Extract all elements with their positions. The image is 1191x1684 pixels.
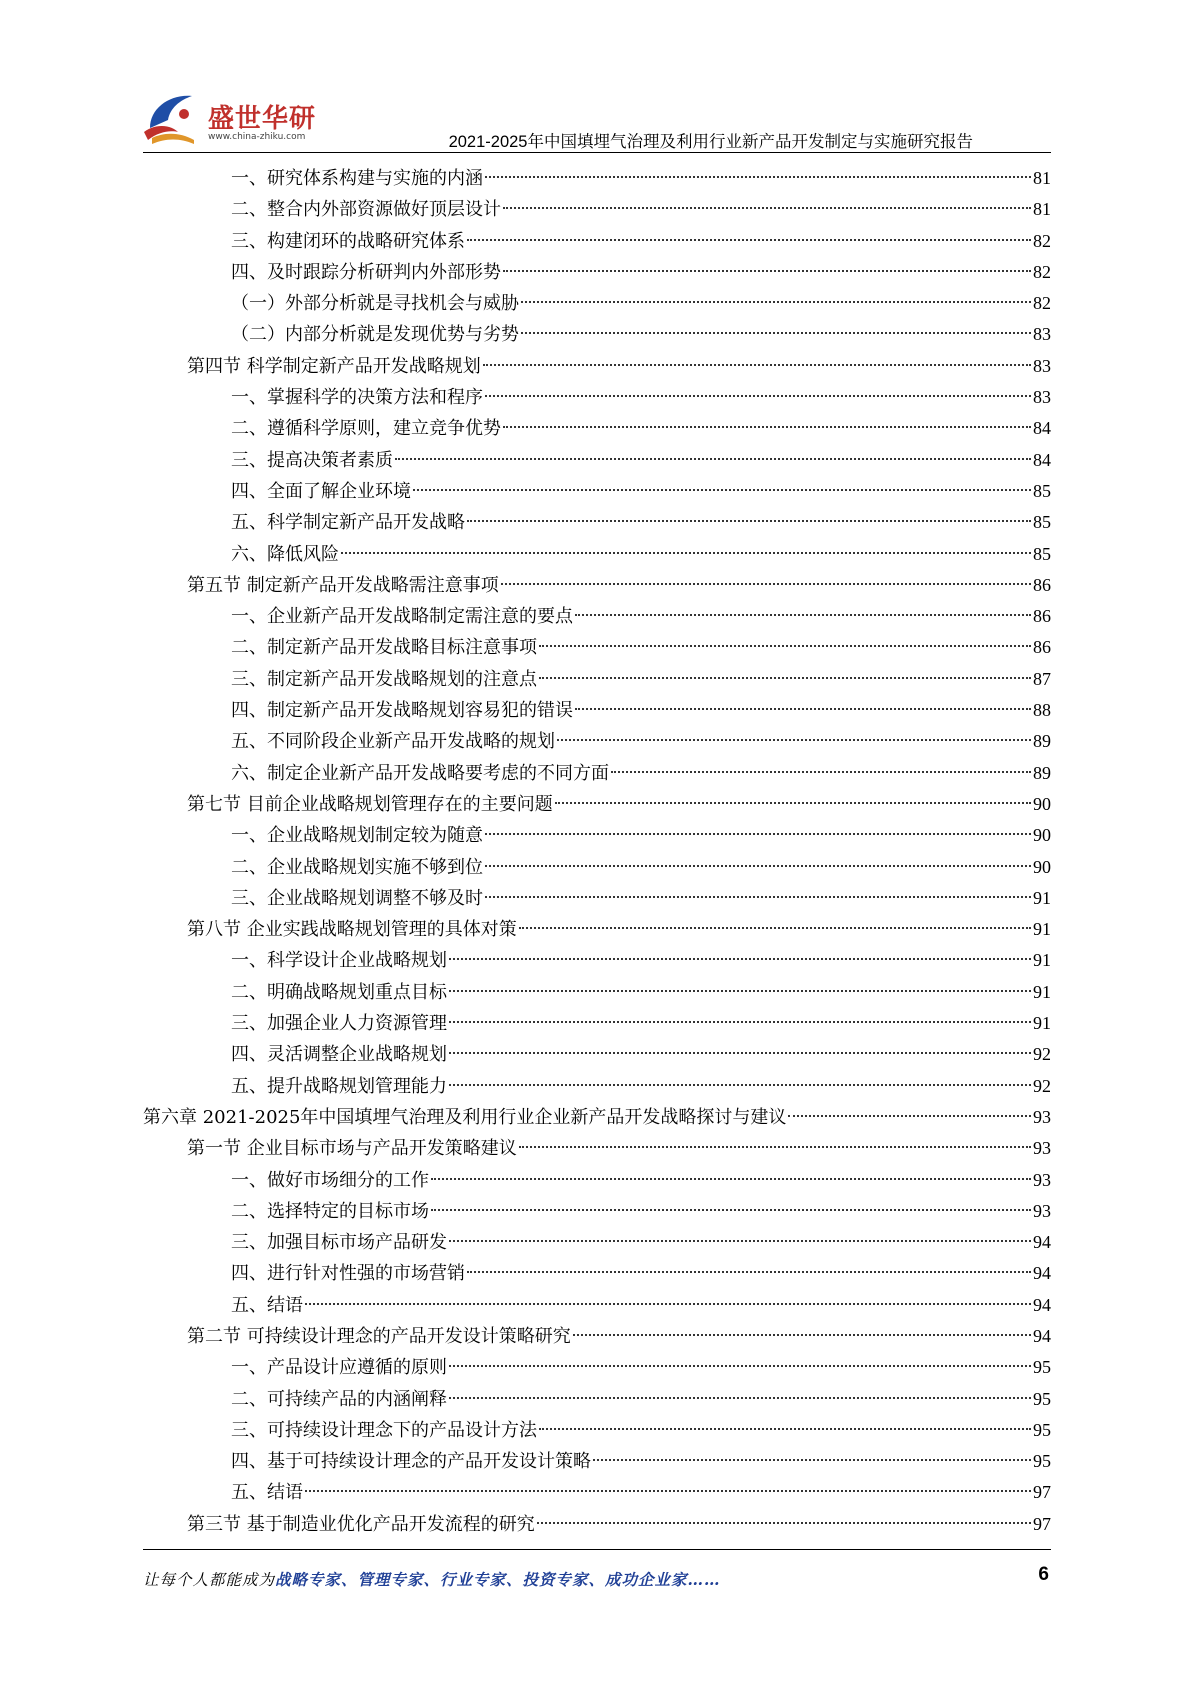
toc-entry-title: 二、遵循科学原则，建立竞争优势 — [231, 418, 501, 440]
toc-entry-title: 四、及时跟踪分析研判内外部形势 — [231, 261, 501, 283]
toc-entry-page: 97 — [1033, 1513, 1051, 1534]
toc-entry[interactable] — [143, 695, 1051, 726]
toc-entry-title: 一、科学设计企业战略规划 — [231, 950, 447, 972]
toc-entry-page: 91 — [1033, 981, 1051, 1002]
toc-entry-title: 一、产品设计应遵循的原则 — [231, 1357, 447, 1379]
toc-dot-leader — [449, 989, 1031, 992]
toc-dot-leader — [431, 1177, 1031, 1180]
toc-entry-page: 94 — [1033, 1325, 1051, 1346]
toc-dot-leader — [467, 1270, 1031, 1273]
toc-entry-title: 四、灵活调整企业战略规划 — [231, 1044, 447, 1066]
page-number: 6 — [1038, 1564, 1049, 1585]
toc-entry-page: 85 — [1033, 543, 1051, 564]
toc-dot-leader — [305, 1489, 1031, 1492]
footer-divider — [143, 1549, 1051, 1550]
toc-entry-title: 六、制定企业新产品开发战略要考虑的不同方面 — [231, 762, 609, 784]
toc-entry-page: 86 — [1033, 606, 1051, 627]
toc-entry-page: 91 — [1033, 1013, 1051, 1034]
toc-dot-leader — [503, 269, 1031, 272]
toc-dot-leader — [485, 864, 1031, 867]
toc-entry-page: 82 — [1033, 293, 1051, 314]
toc-dot-leader — [395, 457, 1031, 460]
toc-entry[interactable] — [143, 601, 1051, 632]
header-divider — [143, 152, 1051, 153]
report-title: 2021-2025年中国填埋气治理及利用行业新产品开发制定与实施研究报告 — [448, 133, 973, 151]
toc-dot-leader — [485, 175, 1031, 178]
toc-entry[interactable] — [143, 1352, 1051, 1383]
toc-entry-title: 三、提高决策者素质 — [231, 449, 393, 471]
toc-dot-leader — [485, 895, 1031, 898]
toc-dot-leader — [483, 363, 1031, 366]
toc-dot-leader — [449, 1051, 1031, 1054]
toc-dot-leader — [449, 1396, 1031, 1399]
toc-entry[interactable] — [143, 1165, 1051, 1196]
toc-dot-leader — [413, 488, 1031, 491]
toc-dot-leader — [575, 707, 1031, 710]
toc-entry-page: 94 — [1033, 1294, 1051, 1315]
toc-entry-page: 90 — [1033, 793, 1051, 814]
toc-entry-page: 94 — [1033, 1263, 1051, 1284]
toc-entry[interactable] — [143, 820, 1051, 851]
toc-dot-leader — [485, 832, 1031, 835]
toc-entry-title: 第六章 2021-2025年中国填埋气治理及利用行业企业新产品开发战略探讨与建议 — [143, 1106, 787, 1128]
toc-entry-page: 93 — [1033, 1200, 1051, 1221]
footer-slogan-emphasis: 战略专家、管理专家、行业专家、投资专家、成功企业家…… — [275, 1570, 721, 1589]
toc-entry[interactable] — [143, 351, 1051, 382]
footer-slogan — [143, 1568, 721, 1590]
toc-entry[interactable] — [143, 1446, 1051, 1477]
toc-entry-page: 97 — [1033, 1482, 1051, 1503]
toc-entry-page: 93 — [1033, 1106, 1051, 1127]
toc-dot-leader — [539, 1427, 1031, 1430]
toc-entry-page: 85 — [1033, 512, 1051, 533]
toc-entry[interactable] — [143, 1227, 1051, 1258]
toc-entry-title: 二、制定新产品开发战略目标注意事项 — [231, 637, 537, 659]
toc-entry[interactable] — [143, 1133, 1051, 1164]
toc-entry-title: 六、降低风险 — [231, 543, 339, 565]
toc-entry[interactable] — [143, 914, 1051, 945]
toc-dot-leader — [431, 1208, 1031, 1211]
toc-entry-title: 五、结语 — [231, 1482, 303, 1504]
toc-entry[interactable] — [143, 445, 1051, 476]
toc-entry-title: （二）内部分析就是发现优势与劣势 — [231, 324, 519, 346]
brand-name: 盛世华研 — [208, 104, 317, 134]
toc-dot-leader — [519, 926, 1031, 929]
toc-entry-title: 五、科学制定新产品开发战略 — [231, 512, 465, 534]
toc-entry-page: 90 — [1033, 825, 1051, 846]
toc-entry[interactable] — [143, 1196, 1051, 1227]
toc-entry-title: 第七节 目前企业战略规划管理存在的主要问题 — [187, 793, 553, 815]
toc-dot-leader — [788, 1114, 1031, 1117]
toc-entry-title: 第三节 基于制造业优化产品开发流程的研究 — [187, 1513, 535, 1535]
toc-entry-title: 三、加强企业人力资源管理 — [231, 1013, 447, 1035]
toc-entry-title: 三、加强目标市场产品研发 — [231, 1232, 447, 1254]
brand-url: www.china-zhiku.com — [208, 132, 306, 142]
toc-entry-page: 89 — [1033, 731, 1051, 752]
toc-entry[interactable] — [143, 1071, 1051, 1102]
toc-entry-page: 83 — [1033, 324, 1051, 345]
toc-entry[interactable] — [143, 1415, 1051, 1446]
toc-entry-title: 二、整合内外部资源做好顶层设计 — [231, 199, 501, 221]
toc-entry[interactable] — [143, 257, 1051, 288]
toc-entry-title: 三、构建闭环的战略研究体系 — [231, 230, 465, 252]
toc-entry-title: 一、研究体系构建与实施的内涵 — [231, 168, 483, 189]
toc-dot-leader — [305, 1302, 1031, 1305]
toc-entry-page: 86 — [1033, 637, 1051, 658]
toc-entry[interactable] — [143, 726, 1051, 757]
toc-entry[interactable] — [143, 570, 1051, 601]
toc-entry-title: （一）外部分析就是寻找机会与威胁 — [231, 293, 519, 315]
toc-entry[interactable] — [143, 945, 1051, 976]
toc-dot-leader — [341, 551, 1031, 554]
toc-dot-leader — [521, 300, 1031, 303]
toc-entry-page: 91 — [1033, 887, 1051, 908]
toc-entry-page: 82 — [1033, 230, 1051, 251]
toc-dot-leader — [593, 1458, 1031, 1461]
toc-entry-title: 第八节 企业实践战略规划管理的具体对策 — [187, 919, 517, 941]
toc-entry-page: 89 — [1033, 762, 1051, 783]
toc-entry[interactable] — [143, 789, 1051, 820]
toc-entry-page: 81 — [1033, 168, 1051, 188]
toc-entry[interactable] — [143, 288, 1051, 319]
toc-dot-leader — [449, 1364, 1031, 1367]
footer-slogan-prefix: 让每个人都能成为 — [143, 1571, 276, 1589]
toc-entry-page: 94 — [1033, 1232, 1051, 1253]
toc-entry-title: 三、企业战略规划调整不够及时 — [231, 887, 483, 909]
toc-entry-page: 82 — [1033, 261, 1051, 282]
toc-entry[interactable] — [143, 413, 1051, 444]
toc-entry-title: 四、制定新产品开发战略规划容易犯的错误 — [231, 700, 573, 722]
toc-entry[interactable] — [143, 632, 1051, 663]
toc-entry-title: 第二节 可持续设计理念的产品开发设计策略研究 — [187, 1325, 571, 1347]
toc-dot-leader — [449, 957, 1031, 960]
toc-dot-leader — [537, 1521, 1031, 1524]
toc-entry-title: 一、企业新产品开发战略制定需注意的要点 — [231, 606, 573, 628]
toc-entry-title: 第五节 制定新产品开发战略需注意事项 — [187, 574, 499, 596]
toc-entry[interactable] — [143, 1102, 1051, 1133]
toc-entry-page: 91 — [1033, 919, 1051, 940]
toc-entry-page: 95 — [1033, 1357, 1051, 1378]
toc-entry-page: 87 — [1033, 668, 1051, 689]
toc-entry-title: 二、明确战略规划重点目标 — [231, 981, 447, 1003]
toc-dot-leader — [467, 238, 1031, 241]
toc-entry-title: 一、企业战略规划制定较为随意 — [231, 825, 483, 847]
toc-dot-leader — [519, 1145, 1031, 1148]
toc-entry[interactable] — [143, 852, 1051, 883]
toc-entry[interactable] — [143, 319, 1051, 350]
toc-entry-title: 第一节 企业目标市场与产品开发策略建议 — [187, 1138, 517, 1160]
toc-dot-leader — [521, 331, 1031, 334]
toc-entry[interactable] — [143, 1321, 1051, 1352]
toc-entry-title: 五、不同阶段企业新产品开发战略的规划 — [231, 731, 555, 753]
toc-dot-leader — [555, 801, 1031, 804]
toc-dot-leader — [449, 1239, 1031, 1242]
toc-dot-leader — [467, 519, 1031, 522]
toc-entry-title: 四、全面了解企业环境 — [231, 480, 411, 502]
toc-entry[interactable] — [143, 1477, 1051, 1508]
toc-entry[interactable] — [143, 1008, 1051, 1039]
toc-entry-title: 一、做好市场细分的工作 — [231, 1169, 429, 1191]
toc-entry-page: 85 — [1033, 480, 1051, 501]
toc-entry-page: 93 — [1033, 1169, 1051, 1190]
toc-dot-leader — [485, 394, 1031, 397]
toc-entry-page: 91 — [1033, 950, 1051, 971]
toc-entry-title: 二、选择特定的目标市场 — [231, 1200, 429, 1222]
toc-dot-leader — [503, 206, 1031, 209]
toc-dot-leader — [573, 1333, 1031, 1336]
toc-entry-page: 90 — [1033, 856, 1051, 877]
table-of-contents — [143, 163, 1051, 1540]
toc-entry-title: 一、掌握科学的决策方法和程序 — [231, 387, 483, 409]
toc-entry[interactable] — [143, 1290, 1051, 1321]
toc-entry[interactable] — [143, 194, 1051, 225]
toc-entry-title: 二、企业战略规划实施不够到位 — [231, 856, 483, 878]
toc-dot-leader — [557, 738, 1031, 741]
toc-entry-page: 92 — [1033, 1044, 1051, 1065]
toc-entry-page: 93 — [1033, 1138, 1051, 1159]
toc-entry[interactable] — [143, 226, 1051, 257]
toc-entry[interactable] — [143, 1509, 1051, 1540]
toc-entry-title: 五、结语 — [231, 1294, 303, 1316]
toc-entry-page: 86 — [1033, 574, 1051, 595]
toc-entry-page: 92 — [1033, 1075, 1051, 1096]
toc-entry[interactable] — [143, 476, 1051, 507]
toc-entry-title: 二、可持续产品的内涵阐释 — [231, 1388, 447, 1410]
toc-entry[interactable] — [143, 664, 1051, 695]
toc-entry-title: 四、进行针对性强的市场营销 — [231, 1263, 465, 1285]
toc-dot-leader — [501, 582, 1031, 585]
toc-entry[interactable] — [143, 1258, 1051, 1289]
toc-entry[interactable] — [143, 507, 1051, 538]
toc-entry[interactable] — [143, 1384, 1051, 1415]
toc-entry[interactable] — [143, 977, 1051, 1008]
toc-entry-page: 95 — [1033, 1451, 1051, 1472]
toc-entry-title: 四、基于可持续设计理念的产品开发设计策略 — [231, 1451, 591, 1473]
toc-entry-page: 84 — [1033, 449, 1051, 470]
toc-entry[interactable] — [143, 163, 1051, 194]
toc-entry-page: 84 — [1033, 418, 1051, 439]
toc-dot-leader — [611, 770, 1031, 773]
toc-dot-leader — [539, 676, 1031, 679]
toc-entry-page: 83 — [1033, 387, 1051, 408]
toc-entry-title: 五、提升战略规划管理能力 — [231, 1075, 447, 1097]
toc-entry-page: 81 — [1033, 199, 1051, 220]
toc-entry[interactable] — [143, 883, 1051, 914]
toc-entry-page: 88 — [1033, 700, 1051, 721]
toc-entry[interactable] — [143, 1039, 1051, 1070]
toc-dot-leader — [575, 613, 1031, 616]
toc-dot-leader — [449, 1020, 1031, 1023]
toc-entry[interactable] — [143, 382, 1051, 413]
toc-dot-leader — [503, 425, 1031, 428]
toc-entry-title: 三、可持续设计理念下的产品设计方法 — [231, 1419, 537, 1441]
toc-entry[interactable] — [143, 539, 1051, 570]
toc-entry-title: 三、制定新产品开发战略规划的注意点 — [231, 668, 537, 690]
toc-entry-page: 95 — [1033, 1419, 1051, 1440]
toc-entry[interactable] — [143, 758, 1051, 789]
toc-dot-leader — [539, 644, 1031, 647]
toc-dot-leader — [449, 1083, 1031, 1086]
toc-entry-page: 95 — [1033, 1388, 1051, 1409]
toc-entry-page: 83 — [1033, 355, 1051, 376]
toc-entry-title: 第四节 科学制定新产品开发战略规划 — [187, 355, 481, 377]
